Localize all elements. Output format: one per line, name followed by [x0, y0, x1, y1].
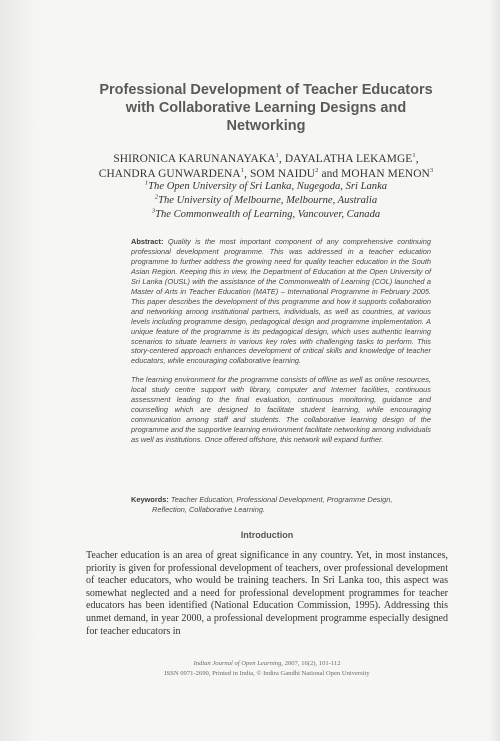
title-line: Professional Development of Teacher Educators	[99, 82, 433, 98]
author-affiliation-marker: 1	[412, 152, 416, 160]
affiliation	[86, 180, 446, 194]
abstract	[131, 237, 431, 445]
introduction-text: Teacher education is an area of great significance in any country. Yet, in most instances, priority is given for professional development of teachers, over professional development of teacher educators, who would be training teachers. In Sri Lanka too, this aspect was somewhat neglected and a need for professional development programmes for teacher educators has been identified (National Education Commission, 1995). Addressing this unmet demand, in year 2000, a professional development programme especially designed for teacher educators in	[86, 550, 448, 637]
page-footer	[86, 659, 448, 679]
author-name: MOHAN MENON	[341, 167, 430, 180]
title-line: Networking	[226, 118, 306, 134]
keywords	[131, 495, 431, 515]
author-affiliation-marker: 2	[315, 166, 319, 174]
abstract-label: Abstract:	[131, 237, 164, 246]
affiliation	[86, 194, 446, 208]
author-name: DAYALATHA LEKAMGE	[284, 153, 413, 165]
affiliation-text: The Open University of Sri Lanka, Nugegoda, Sri Lanka	[148, 181, 388, 192]
affiliation-text: The University of Melbourne, Melbourne, Australia	[158, 195, 378, 206]
keywords-text: Teacher Education, Professional Development, Programme Design,	[170, 495, 393, 504]
affiliation-list	[86, 180, 446, 222]
footer-journal: Indian Journal of Open Learning	[193, 660, 282, 667]
author-line: SHIRONICA KARUNANAYAKA$^1$, DAYALATHA LEKAMGE$^1$,	[113, 152, 419, 165]
abstract-text: Quality is the most important component of any comprehensive continuing professional development programme. This was addressed in a teacher education programme to further address the growing need for quality teacher education in the South Asian Region. Keeping this in view, the Department of Education at the Open University of Sri Lanka (OUSL) with the assistance of the Commonwealth of Learning (COL) launched a Master of Arts in Teacher Education (MATE) – International Programme in February 2005. This paper describes the development of this programme and how it supports collaboration and networking among institutional partners, individuals, as well as countries, at various levels including programme design, pedagogical design and programme implementation. A unique feature of the programme is its pedagogical design, which uses authentic learning scenarios to situate learners in various key roles with challenging tasks to perform. This story-centered approach enhances development of critical skills and knowledge of teacher educators, while encouraging collaborative learning.	[131, 237, 431, 366]
abstract-paragraph	[131, 237, 431, 366]
author-name: CHANDRA GUNWARDENA	[98, 167, 241, 180]
footer-issn: ISSN 0971-2690, Printed in India, © Indira Gandhi National Open University	[164, 670, 370, 677]
keywords-label: Keywords:	[131, 495, 169, 504]
author-name: SOM NAIDU	[249, 167, 316, 180]
affiliation	[86, 208, 446, 222]
author-affiliation-marker: 1	[275, 152, 279, 160]
affiliation-marker: 2	[154, 193, 159, 201]
keywords-line: Reflection, Collaborative Learning.	[152, 505, 265, 514]
paper-title	[86, 81, 446, 135]
keywords-line	[131, 495, 431, 505]
author-conjunction: and	[321, 167, 339, 180]
abstract-paragraph: The learning environment for the programme consists of offline as well as online resources, local study centre support with library, computer and Internet facilities, continuous assessment leading to the final evaluation, continuous monitoring, guidance and counselling which are designed to facilitate student learning, while encouraging communication among staff and students. The collaborative learning design of the programme and the supportive learning environment facilitate networking among individuals as well as institutions. Once offered offshore, this network will expand further.	[131, 375, 431, 445]
title-line: with Collaborative Learning Designs and	[125, 100, 407, 116]
author-affiliation-marker: 3	[429, 166, 434, 174]
author-name: SHIRONICA KARUNANAYAKA	[113, 153, 276, 165]
author-list	[86, 152, 446, 181]
affiliation-text: The Commonwealth of Learning, Vancouver, Canada	[155, 209, 381, 220]
affiliation-marker: 1	[144, 179, 149, 187]
author-line: CHANDRA GUNWARDENA$^1$, SOM NAIDU$^2$ and MOHAN MENON$^3$	[98, 166, 434, 180]
section-heading-introduction: Introduction	[240, 530, 294, 540]
footer-citation: , 2007, 16(2), 101-112	[281, 660, 341, 667]
author-affiliation-marker: 1	[240, 166, 245, 174]
affiliation-marker: 3	[151, 207, 156, 215]
footer-citation-line	[86, 659, 448, 669]
